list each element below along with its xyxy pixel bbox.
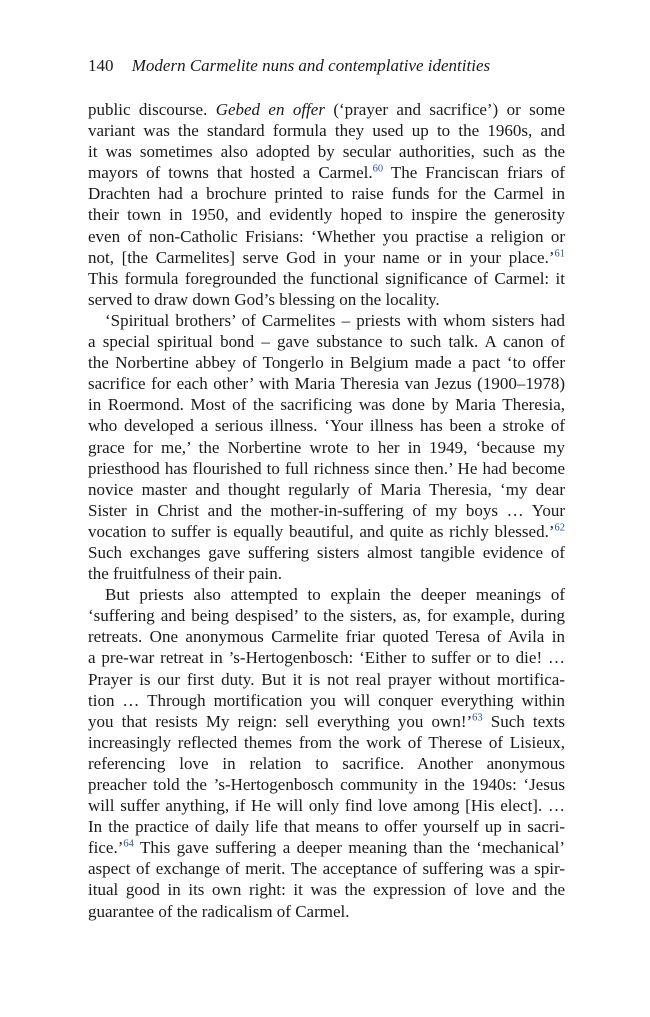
text-run: grace for me,’ the Norbertine wrote to her in 1949, ‘because my — [88, 437, 565, 457]
text-line — [88, 162, 565, 183]
text-run: sacrifice for each other’ with Maria Theresia van Jezus (1900–1978) — [88, 374, 565, 394]
text-run: priesthood has flourished to full richness since then.’ He had become — [88, 458, 565, 478]
text-run: you that resists My reign: sell everything you own!’ — [88, 711, 473, 731]
text-run: aspect of exchange of merit. The acceptance of suffering was a spir- — [88, 859, 565, 879]
text-run: Sister in Christ and the mother-in-suffering of my boys … Your — [88, 500, 565, 520]
text-line — [88, 647, 565, 668]
text-run: ‘suffering and being despised’ to the sisters, as, for example, during — [88, 606, 565, 626]
text-run: referencing love in relation to sacrifice. Another anonymous — [88, 753, 565, 773]
paragraph — [88, 310, 565, 584]
text-run: vocation to suffer is equally beautiful, and quite as richly blessed.’ — [88, 521, 555, 541]
text-line — [88, 626, 565, 647]
text-line — [88, 901, 565, 922]
text-line — [88, 584, 565, 605]
text-run: retreats. One anonymous Carmelite friar quoted Teresa of Avila in — [88, 627, 565, 647]
text-run: tion … Through mortification you will conquer everything within — [88, 690, 565, 710]
text-line — [88, 690, 565, 711]
text-run: variant was the standard formula they used up to the 1960s, and — [88, 121, 565, 141]
text-line — [88, 289, 565, 310]
footnote-ref[interactable]: 63 — [472, 712, 483, 724]
text-line — [88, 542, 565, 563]
text-line — [88, 99, 565, 120]
text-run: their town in 1950, and evidently hoped to inspire the generosity — [88, 205, 565, 225]
body-text — [88, 99, 565, 922]
text-line — [88, 437, 565, 458]
text-run: This formula foregrounded the functional significance of Carmel: it — [88, 268, 565, 288]
text-run: ‘Spiritual brothers’ of Carmelites – priests with whom sisters had — [105, 310, 565, 330]
text-run: novice master and thought regularly of Maria Theresia, ‘my dear — [88, 479, 565, 499]
text-run: The Franciscan friars of — [383, 163, 565, 183]
text-run: Prayer is our first duty. But it is not real prayer without mortifica- — [88, 669, 565, 689]
text-run: increasingly reflected themes from the work of Therese of Lisieux, — [88, 732, 565, 752]
text-line — [88, 500, 565, 521]
text-line — [88, 458, 565, 479]
text-run: the Norbertine abbey of Tongerlo in Belgium made a pact ‘to offer — [88, 353, 565, 373]
text-line — [88, 711, 565, 732]
text-line — [88, 120, 565, 141]
footnote-ref[interactable]: 61 — [554, 248, 565, 259]
text-line — [88, 879, 565, 900]
text-line — [88, 141, 565, 162]
text-line — [88, 331, 565, 352]
text-line — [88, 226, 565, 247]
text-run: (‘prayer and sacrifice’) or some — [324, 100, 565, 119]
text-line — [88, 563, 565, 584]
text-run: Drachten had a brochure printed to raise funds for the Carmel in — [88, 184, 565, 204]
text-run: not, [the Carmelites] serve God in your name or in your place.’ — [88, 247, 555, 267]
text-run: preacher told the ’s-Hertogenbosch community in the 1940s: ‘Jesus — [88, 775, 565, 794]
text-run: In the practice of daily life that means to offer yourself up in sacri- — [88, 817, 565, 837]
text-run: will suffer anything, if He will only find love among [His elect]. … — [88, 796, 565, 816]
text-run: the fruitfulness of their pain. — [88, 564, 283, 584]
text-line — [88, 352, 565, 373]
text-run: public discourse. — [88, 100, 216, 119]
text-run: Such texts — [482, 711, 565, 731]
text-run: guarantee of the radicalism of Carmel. — [88, 901, 350, 921]
text-line — [88, 669, 565, 690]
footnote-ref[interactable]: 62 — [554, 522, 565, 534]
running-head — [88, 54, 565, 78]
text-run: itual good in its own right: it was the expression of love and the — [88, 880, 565, 900]
text-line — [88, 310, 565, 331]
text-run: mayors of towns that hosted a Carmel. — [88, 163, 373, 183]
text-line — [88, 204, 565, 225]
text-line — [88, 858, 565, 879]
text-line — [88, 816, 565, 837]
text-run: a special spiritual bond – gave substance to such talk. A canon of — [88, 332, 565, 352]
text-run: it was sometimes also adopted by secular authorities, such as the — [88, 142, 565, 162]
text-line — [88, 774, 565, 795]
book-page — [88, 54, 565, 922]
text-run: even of non-Catholic Frisians: ‘Whether you practise a religion or — [88, 226, 565, 246]
text-run: Such exchanges gave suffering sisters almost tangible evidence of — [88, 542, 565, 562]
text-run: served to draw down God’s blessing on the locality. — [88, 289, 440, 309]
italic-text: Gebed en offer — [215, 100, 325, 119]
footnote-ref[interactable]: 64 — [123, 838, 134, 850]
text-line — [88, 394, 565, 415]
text-line — [88, 521, 565, 542]
text-line — [88, 732, 565, 753]
text-run: But priests also attempted to explain the deeper meanings of — [105, 585, 565, 605]
text-line — [88, 268, 565, 289]
text-run: who developed a serious illness. ‘Your illness has been a stroke of — [88, 416, 565, 436]
text-line — [88, 415, 565, 436]
text-line — [88, 753, 565, 774]
text-run: fice.’ — [88, 838, 124, 858]
running-title: Modern Carmelite nuns and contemplative identities — [131, 56, 491, 75]
text-run: This gave suffering a deeper meaning than the ‘mechanical’ — [133, 838, 565, 858]
text-line — [88, 605, 565, 626]
paragraph — [88, 99, 565, 310]
text-run: in Roermond. Most of the sacrificing was done by Maria Theresia, — [88, 395, 565, 415]
text-line — [88, 837, 565, 858]
text-line — [88, 373, 565, 394]
text-line — [88, 479, 565, 500]
text-line — [88, 183, 565, 204]
footnote-ref[interactable]: 60 — [372, 163, 384, 175]
text-line — [88, 795, 565, 816]
page-number: 140 — [88, 56, 114, 75]
text-line — [88, 247, 565, 268]
paragraph — [88, 584, 565, 922]
text-run: a pre-war retreat in ’s-Hertogenbosch: ‘Either to suffer or to die! … — [88, 648, 565, 668]
